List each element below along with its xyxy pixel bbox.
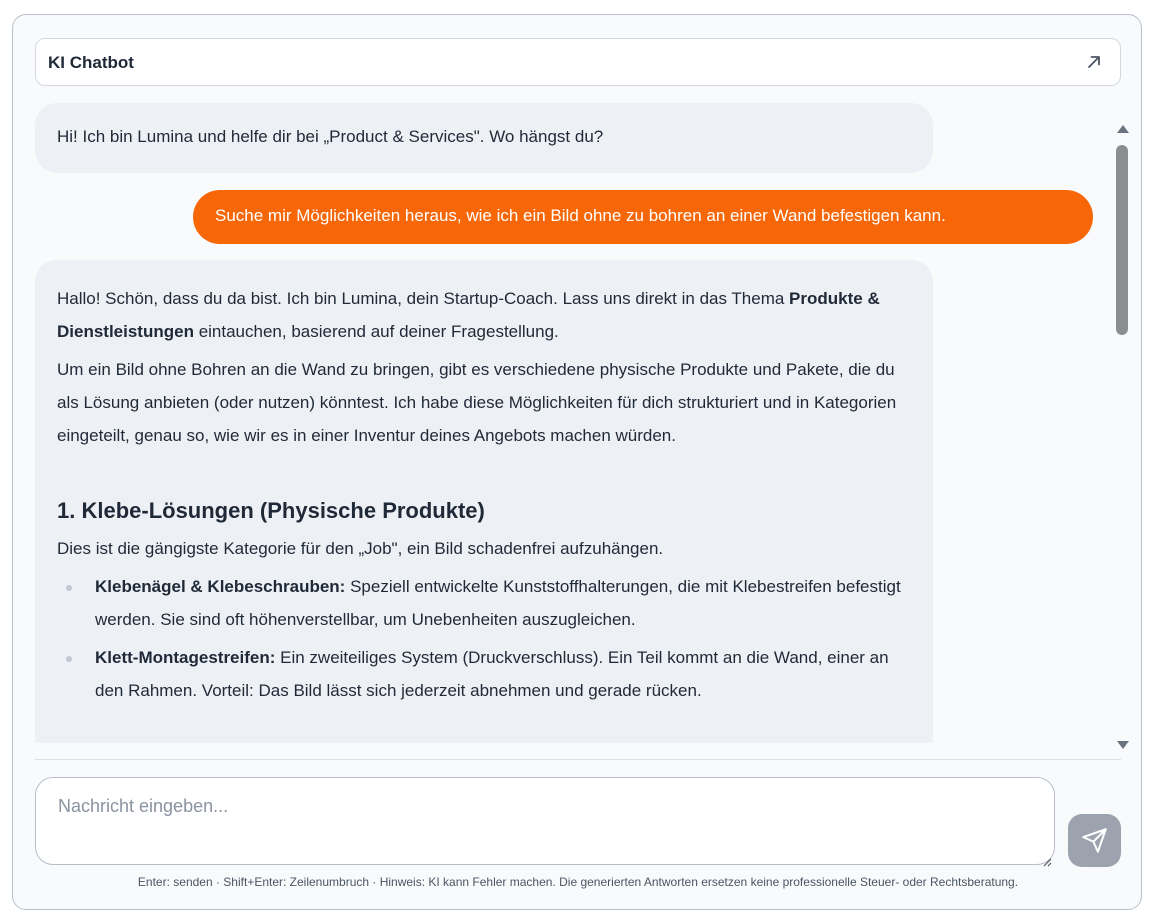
scroll-thumb[interactable] xyxy=(1116,145,1128,335)
reply-paragraph: Um ein Bild ohne Bohren an die Wand zu bringen, gibt es verschiedene physische Produkte und Pakete, die du als Lösung anbieten (oder nutzen) könntest. Ich habe diese Möglichkeiten für dich strukturiert und in Kategorien eingeteilt, genau so, wie wir es in einer Inventur deines Angebots machen würden. xyxy=(57,360,897,445)
chat-header xyxy=(35,38,1121,86)
send-button[interactable] xyxy=(1068,814,1121,867)
list-item xyxy=(95,641,911,707)
bullet-icon xyxy=(66,656,72,662)
bot-message-text: Hi! Ich bin Lumina und helfe dir bei „Product & Services". Wo hängst du? xyxy=(57,127,604,146)
message-scrollbar[interactable] xyxy=(1111,119,1137,755)
reply-section-heading: 1. Klebe-Lösungen (Physische Produkte) xyxy=(57,498,485,523)
list-item xyxy=(95,570,911,636)
reply-list xyxy=(57,570,911,707)
scroll-up-icon[interactable] xyxy=(1117,125,1129,133)
reply-text: eintauchen, basierend auf deiner Fragestellung. xyxy=(193,322,559,341)
composer-divider xyxy=(35,759,1121,760)
bullet-icon xyxy=(66,585,72,591)
list-item-text: Ein zweiteiliges System (Druckverschluss). Ein Teil kommt an die Wand, einer an den Rahmen. Vorteil: Das Bild lässt sich jederzeit abnehmen und gerade rücken. xyxy=(95,648,889,700)
reply-paragraph: Dies ist die gängigste Kategorie für den „Job", ein Bild schadenfrei aufzuhängen. xyxy=(57,539,664,558)
user-message xyxy=(193,190,1093,244)
disclaimer-note: Enter: senden · Shift+Enter: Zeilenumbruch · Hinweis: KI kann Fehler machen. Die generierten Antworten ersetzen keine professionelle Steuer- oder Rechtsberatung. xyxy=(137,875,1019,889)
arrow-up-right-icon[interactable] xyxy=(1086,54,1102,70)
bot-message xyxy=(35,260,933,743)
message-input[interactable] xyxy=(35,777,1055,865)
chatbot-widget xyxy=(12,14,1142,910)
user-message-text: Suche mir Möglichkeiten heraus, wie ich ein Bild ohne zu bohren an einer Wand befestigen kann. xyxy=(215,206,946,225)
paper-plane-icon xyxy=(1081,827,1108,854)
list-item-title: Klett-Montagestreifen: xyxy=(95,648,276,667)
resize-grip-icon[interactable] xyxy=(1042,854,1052,864)
list-item-title: Klebenägel & Klebeschrauben: xyxy=(95,577,346,596)
reply-bold-text: Produkte & Dienstleistungen xyxy=(57,289,880,341)
message-list[interactable] xyxy=(35,103,1095,743)
scroll-down-icon[interactable] xyxy=(1117,741,1129,749)
reply-paragraph xyxy=(57,282,911,348)
chat-title: KI Chatbot xyxy=(48,53,134,72)
list-item-text: Speziell entwickelte Kunststoffhalterungen, die mit Klebestreifen befestigt werden. Sie sind oft höhenverstellbar, um Unebenheiten auszugleichen. xyxy=(95,577,901,629)
bot-message xyxy=(35,103,933,173)
reply-text: Hallo! Schön, dass du da bist. Ich bin Lumina, dein Startup-Coach. Lass uns direkt in das Thema xyxy=(57,289,790,308)
